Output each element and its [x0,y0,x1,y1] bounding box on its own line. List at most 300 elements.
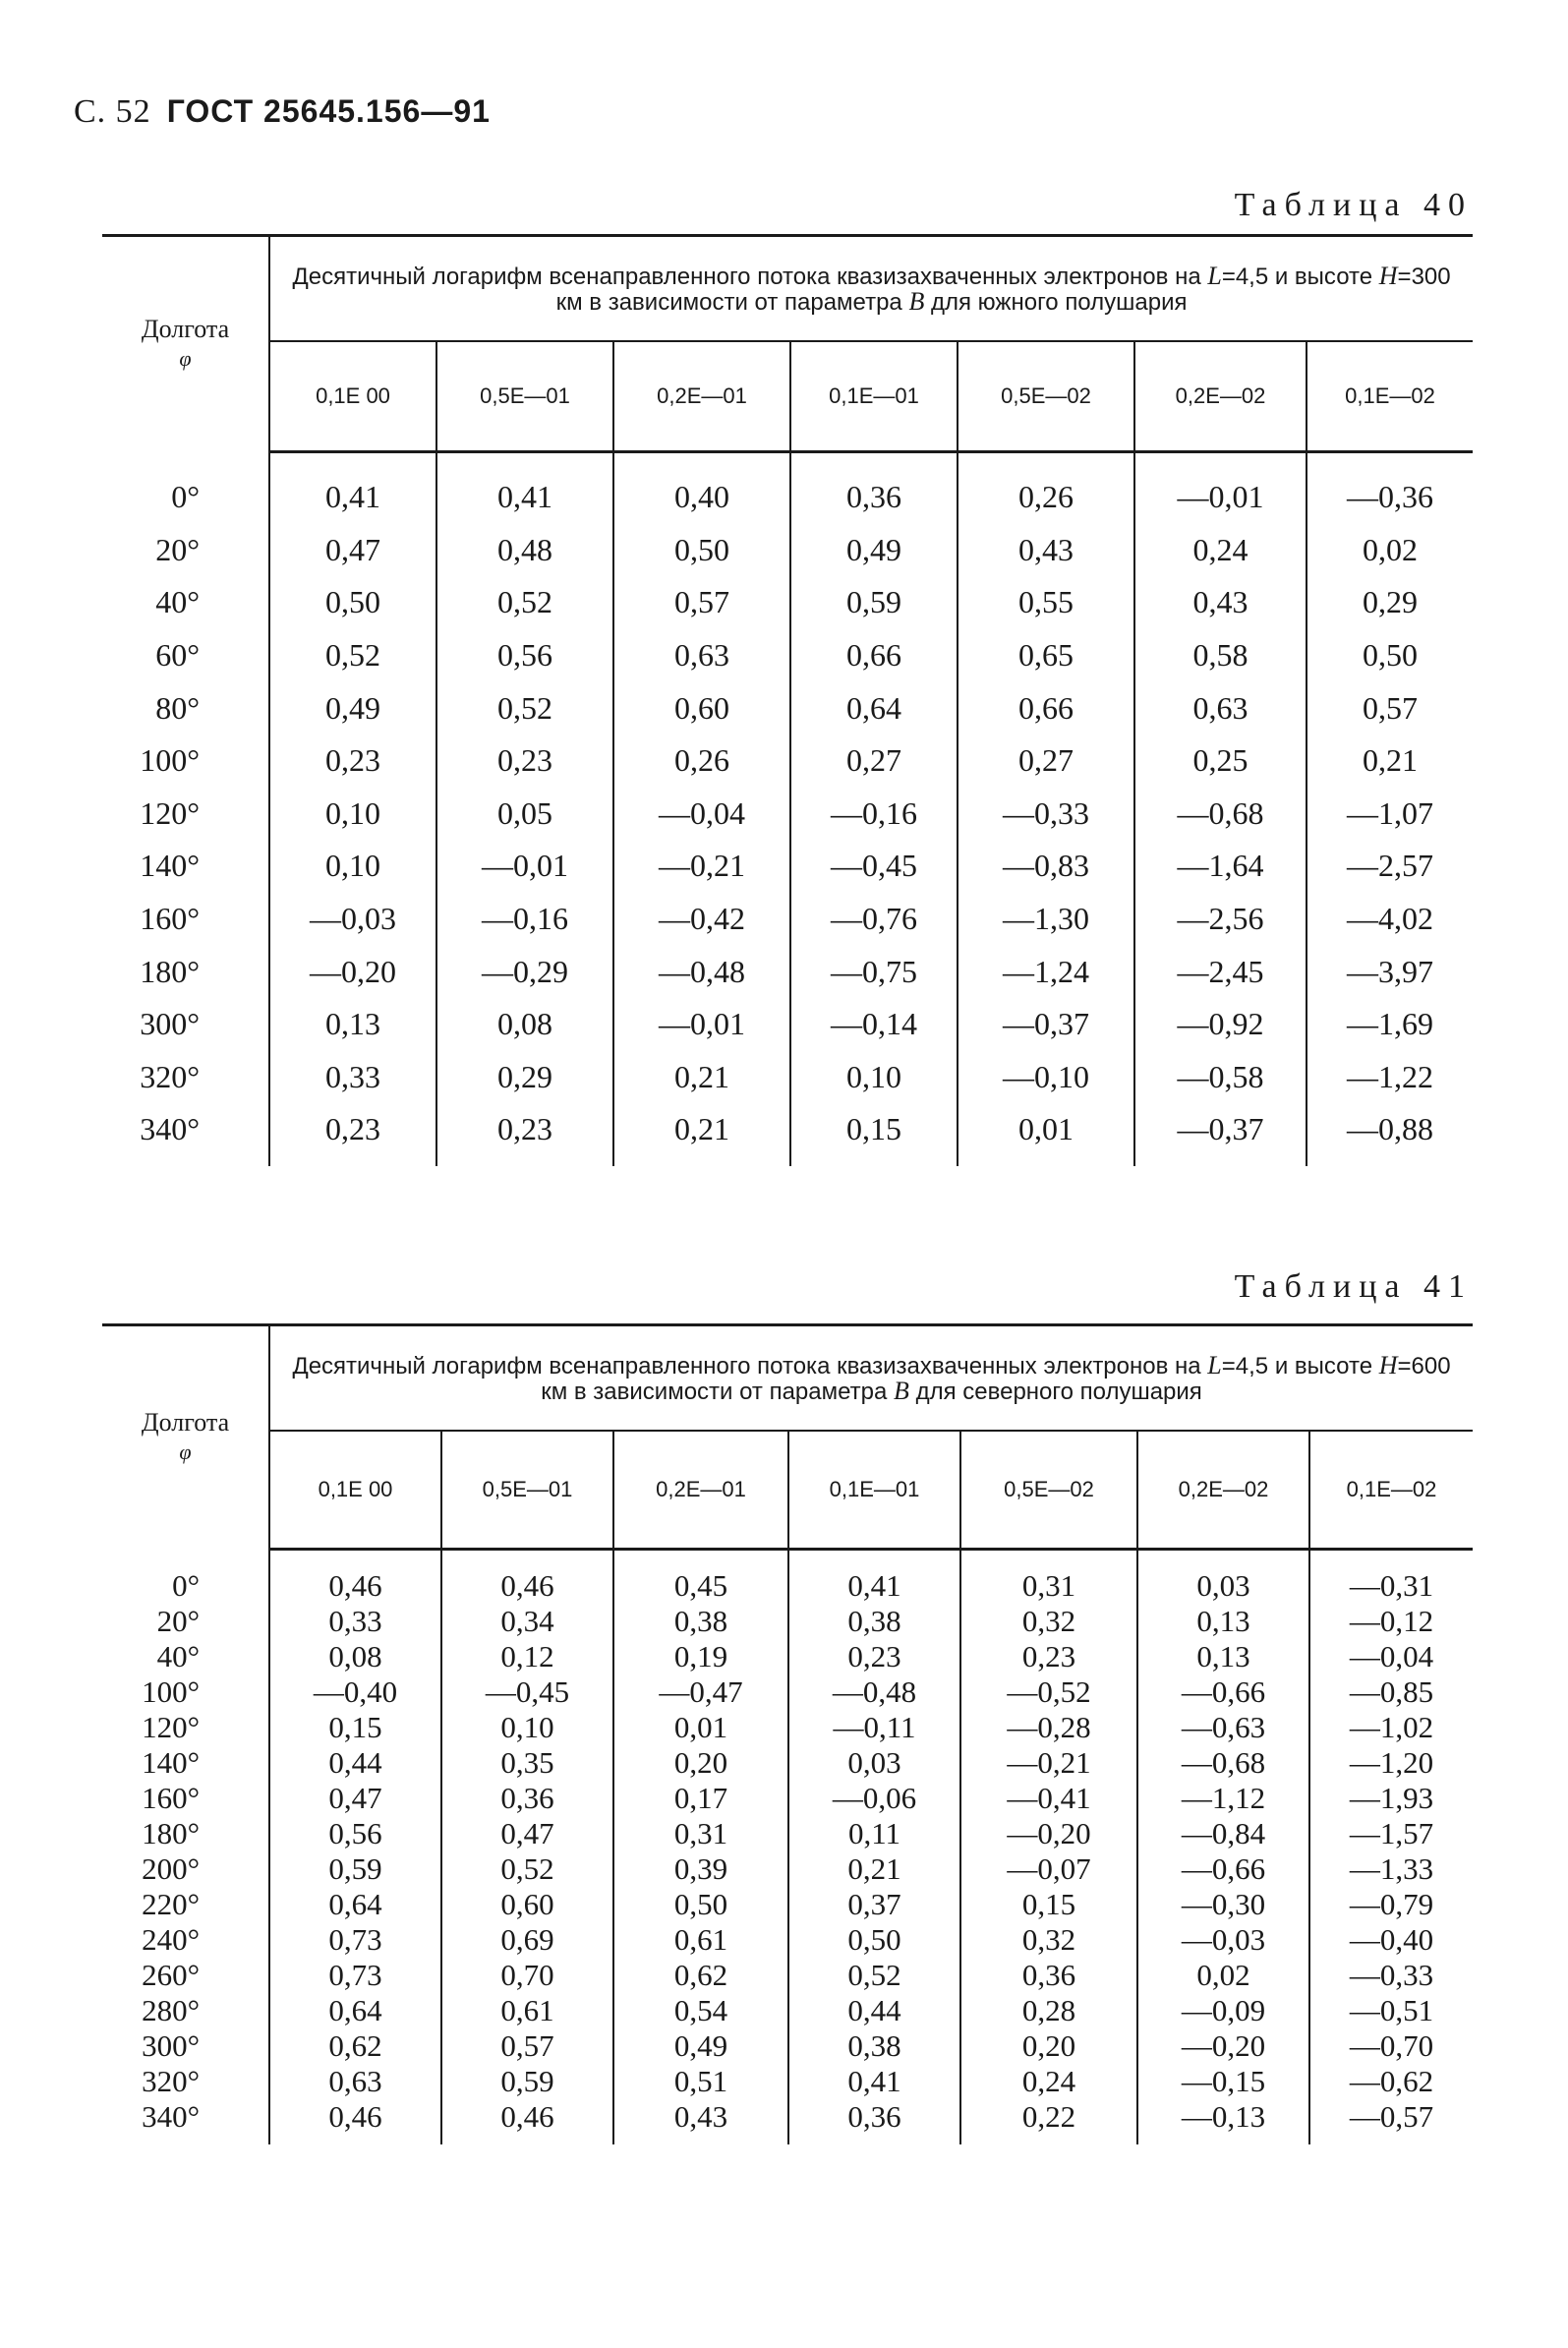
value-cell: —1,22 [1307,1051,1473,1104]
spacer-cell [790,452,958,472]
value-cell: 0,47 [269,1781,441,1816]
table-row [102,1816,1473,1851]
longitude-cell: 280° [142,1993,200,2027]
value-cell: 0,21 [1307,734,1473,788]
value-cell: 0,50 [1307,629,1473,682]
value-cell: —0,01 [1134,471,1307,524]
value-cell: 0,58 [1134,629,1307,682]
longitude-header [102,1325,269,1550]
value-cell: 0,59 [790,576,958,629]
longitude-cell: 160° [142,1781,200,1815]
spacer-cell [441,1550,613,1569]
table-row [102,734,1473,788]
value-cell: —0,85 [1309,1674,1473,1710]
longitude-cell: 340° [140,1111,200,1147]
spacer-cell [790,1156,958,1166]
value-cell: —0,42 [613,893,790,946]
spacer-cell [613,452,790,472]
value-cell: 0,50 [269,576,436,629]
value-cell: 0,41 [788,2064,960,2099]
spacer-cell [958,452,1134,472]
table-row [102,1103,1473,1156]
table-row [102,1604,1473,1639]
value-cell: —0,16 [436,893,613,946]
table-row [102,681,1473,734]
value-cell: 0,31 [613,1816,788,1851]
value-cell: 0,24 [1134,524,1307,577]
table-row [102,2064,1473,2099]
value-cell: —0,01 [436,840,613,893]
value-cell: 0,60 [613,681,790,734]
longitude-cell: 180° [142,1816,200,1850]
value-cell: 0,33 [269,1604,441,1639]
value-cell: —0,83 [958,840,1134,893]
value-cell: —2,57 [1307,840,1473,893]
value-cell: 0,56 [436,629,613,682]
spacer-cell [102,452,269,472]
param-header: 0,1E—01 [790,341,958,452]
longitude-cell: 340° [142,2099,200,2134]
description-text-2: =4,5 и высоте [1221,1352,1379,1379]
value-cell: —1,20 [1309,1745,1473,1781]
value-cell: 0,66 [790,629,958,682]
value-cell: 0,15 [269,1710,441,1745]
value-cell: 0,46 [269,1568,441,1604]
value-cell: —0,12 [1309,1604,1473,1639]
value-cell: 0,23 [960,1639,1137,1674]
table-row [102,1568,1473,1604]
value-cell: 0,55 [958,576,1134,629]
spacer-cell [436,452,613,472]
value-cell: —0,79 [1309,1887,1473,1922]
value-cell: —1,93 [1309,1781,1473,1816]
table-row [102,1993,1473,2028]
value-cell: 0,73 [269,1958,441,1993]
longitude-cell: 100° [142,1674,200,1709]
value-cell: 0,24 [960,2064,1137,2099]
value-cell: —1,30 [958,893,1134,946]
value-cell: 0,45 [613,1568,788,1604]
value-cell: —2,56 [1134,893,1307,946]
longitude-cell: 20° [155,531,200,567]
param-header-row [102,1431,1473,1550]
value-cell: 0,10 [790,1051,958,1104]
value-cell: 0,47 [269,524,436,577]
H-symbol: H [1378,261,1398,290]
value-cell: 0,59 [269,1851,441,1887]
value-cell: 0,13 [269,998,436,1051]
param-header: 0,1E—02 [1309,1431,1473,1550]
value-cell: 0,17 [613,1781,788,1816]
longitude-header-label: Долгота [141,1408,230,1438]
value-cell: 0,32 [960,1922,1137,1958]
value-cell: 0,01 [613,1710,788,1745]
param-header: 0,5E—01 [436,341,613,452]
value-cell: —0,41 [960,1781,1137,1816]
value-cell: —0,66 [1137,1674,1309,1710]
table-row [102,1710,1473,1745]
spacer-cell [613,1156,790,1166]
spacer-cell [436,1156,613,1166]
value-cell: 0,23 [269,1103,436,1156]
value-cell: 0,49 [269,681,436,734]
description-text-1: Десятичный логарифм всенаправленного потока квазизахваченных электронов на [292,263,1208,290]
value-cell: —0,20 [269,945,436,998]
spacer-cell [1134,452,1307,472]
value-cell: 0,52 [436,576,613,629]
value-cell: 0,36 [441,1781,613,1816]
longitude-cell: 260° [142,1958,200,1992]
description-text-3: =600 км в зависимости от параметра [541,1352,1451,1405]
value-cell: 0,64 [269,1887,441,1922]
spacer-cell [269,2135,441,2144]
value-cell: 0,43 [1134,576,1307,629]
value-cell: —0,75 [790,945,958,998]
longitude-cell: 300° [142,2028,200,2063]
value-cell: —0,21 [613,840,790,893]
value-cell: 0,22 [960,2099,1137,2135]
table-row [102,1958,1473,1993]
value-cell: 0,48 [436,524,613,577]
param-header: 0,2E—01 [613,1431,788,1550]
value-cell: —0,66 [1137,1851,1309,1887]
value-cell: 0,13 [1137,1639,1309,1674]
value-cell: 0,20 [960,2028,1137,2064]
value-cell: 0,43 [958,524,1134,577]
value-cell: —1,69 [1307,998,1473,1051]
table-row [102,2028,1473,2064]
value-cell: —0,48 [788,1674,960,1710]
param-header: 0,2E—02 [1137,1431,1309,1550]
longitude-header [102,236,269,452]
value-cell: —0,03 [269,893,436,946]
value-cell: —0,37 [1134,1103,1307,1156]
value-cell: 0,64 [269,1993,441,2028]
value-cell: 0,50 [613,524,790,577]
value-cell: 0,50 [613,1887,788,1922]
spacer-cell [441,2135,613,2144]
value-cell: 0,61 [441,1993,613,2028]
value-cell: —0,37 [958,998,1134,1051]
value-cell: 0,21 [613,1051,790,1104]
value-cell: 0,64 [790,681,958,734]
value-cell: 0,44 [269,1745,441,1781]
longitude-cell: 160° [140,901,200,937]
value-cell: —0,58 [1134,1051,1307,1104]
value-cell: 0,46 [269,2099,441,2135]
value-cell: 0,61 [613,1922,788,1958]
value-cell: —0,06 [788,1781,960,1816]
value-cell: 0,46 [441,2099,613,2135]
value-cell: —0,07 [960,1851,1137,1887]
spacer-cell [613,1550,788,1569]
value-cell: 0,44 [788,1993,960,2028]
longitude-cell: 240° [142,1922,200,1957]
value-cell: 0,21 [613,1103,790,1156]
value-cell: —0,13 [1137,2099,1309,2135]
value-cell: 0,49 [790,524,958,577]
page-header [74,93,491,131]
spacer-cell [1134,1156,1307,1166]
longitude-cell: 60° [155,637,200,674]
spacer-cell [269,452,436,472]
spacer-cell [269,1156,436,1166]
value-cell: 0,11 [788,1816,960,1851]
param-header: 0,1E—02 [1307,341,1473,452]
spacer-cell [102,1156,269,1166]
spacer-cell [1309,2135,1473,2144]
value-cell: 0,33 [269,1051,436,1104]
longitude-cell: 320° [142,2064,200,2098]
value-cell: 0,41 [788,1568,960,1604]
value-cell: —0,36 [1307,471,1473,524]
value-cell: —0,04 [1309,1639,1473,1674]
table-row [102,1851,1473,1887]
value-cell: —0,33 [1309,1958,1473,1993]
spacer-cell [1137,2135,1309,2144]
value-cell: 0,10 [269,840,436,893]
value-cell: 0,62 [269,2028,441,2064]
table-40-caption: Таблица 40 [1234,187,1473,223]
B-symbol: B [894,1376,909,1405]
value-cell: —0,70 [1309,2028,1473,2064]
table-row [102,1887,1473,1922]
param-header: 0,1E 00 [269,341,436,452]
value-cell: 0,49 [613,2028,788,2064]
value-cell: —1,64 [1134,840,1307,893]
longitude-cell: 80° [155,689,200,726]
longitude-cell: 140° [140,848,200,884]
value-cell: 0,38 [788,2028,960,2064]
value-cell: 0,36 [790,471,958,524]
value-cell: —0,15 [1137,2064,1309,2099]
value-cell: 0,57 [613,576,790,629]
value-cell: 0,23 [269,734,436,788]
longitude-cell: 140° [142,1745,200,1780]
table-row [102,576,1473,629]
table-41 [102,1323,1473,2144]
table-row [102,1674,1473,1710]
param-header: 0,2E—02 [1134,341,1307,452]
table-row [102,629,1473,682]
value-cell: 0,01 [958,1103,1134,1156]
table-row [102,840,1473,893]
value-cell: 0,41 [436,471,613,524]
longitude-cell: 0° [172,1568,200,1603]
standard-code: ГОСТ 25645.156—91 [166,93,491,129]
value-cell: 0,23 [436,1103,613,1156]
value-cell: 0,23 [436,734,613,788]
table-row [102,2099,1473,2135]
value-cell: 0,03 [1137,1568,1309,1604]
table-row [102,1922,1473,1958]
table-41-body [102,1550,1473,2145]
spacer-cell [958,1156,1134,1166]
spacer-cell [788,1550,960,1569]
value-cell: —0,03 [1137,1922,1309,1958]
value-cell: 0,25 [1134,734,1307,788]
value-cell: —1,07 [1307,788,1473,841]
value-cell: —0,47 [613,1674,788,1710]
value-cell: 0,13 [1137,1604,1309,1639]
value-cell: 0,37 [788,1887,960,1922]
value-cell: 0,51 [613,2064,788,2099]
table-40-description [269,236,1473,342]
value-cell: 0,40 [613,471,790,524]
value-cell: —0,14 [790,998,958,1051]
value-cell: —0,84 [1137,1816,1309,1851]
longitude-cell: 100° [140,742,200,779]
value-cell: —1,24 [958,945,1134,998]
value-cell: 0,32 [960,1604,1137,1639]
table-row [102,998,1473,1051]
value-cell: 0,31 [960,1568,1137,1604]
value-cell: 0,69 [441,1922,613,1958]
value-cell: —0,01 [613,998,790,1051]
table-row [102,471,1473,524]
longitude-cell: 120° [140,794,200,831]
param-header: 0,1E—01 [788,1431,960,1550]
spacer-cell [1309,1550,1473,1569]
value-cell: 0,08 [436,998,613,1051]
table-row [102,1781,1473,1816]
table-row [102,1051,1473,1104]
value-cell: 0,52 [788,1958,960,1993]
value-cell: 0,15 [790,1103,958,1156]
value-cell: 0,66 [958,681,1134,734]
value-cell: 0,63 [269,2064,441,2099]
value-cell: 0,27 [958,734,1134,788]
table-row [102,524,1473,577]
value-cell: 0,36 [960,1958,1137,1993]
spacer-cell [1307,452,1473,472]
value-cell: —0,51 [1309,1993,1473,2028]
spacer-cell [1307,1156,1473,1166]
value-cell: —0,30 [1137,1887,1309,1922]
value-cell: 0,63 [613,629,790,682]
value-cell: 0,62 [613,1958,788,1993]
value-cell: 0,41 [269,471,436,524]
value-cell: —0,52 [960,1674,1137,1710]
value-cell: 0,70 [441,1958,613,1993]
table-40 [102,234,1473,1166]
value-cell: —0,62 [1309,2064,1473,2099]
longitude-cell: 120° [142,1710,200,1744]
value-cell: 0,35 [441,1745,613,1781]
value-cell: —0,68 [1137,1745,1309,1781]
value-cell: 0,19 [613,1639,788,1674]
value-cell: 0,20 [613,1745,788,1781]
value-cell: —0,21 [960,1745,1137,1781]
param-header: 0,5E—01 [441,1431,613,1550]
value-cell: 0,34 [441,1604,613,1639]
value-cell: 0,56 [269,1816,441,1851]
value-cell: —1,12 [1137,1781,1309,1816]
longitude-header-label: Долгота [141,315,230,344]
value-cell: —0,45 [441,1674,613,1710]
longitude-cell: 220° [142,1887,200,1921]
spacer-cell [788,2135,960,2144]
value-cell: —0,92 [1134,998,1307,1051]
value-cell: 0,57 [1307,681,1473,734]
param-header: 0,2E—01 [613,341,790,452]
value-cell: —0,20 [960,1816,1137,1851]
value-cell: —0,68 [1134,788,1307,841]
value-cell: 0,50 [788,1922,960,1958]
spacer-cell [960,2135,1137,2144]
value-cell: 0,26 [613,734,790,788]
value-cell: —0,29 [436,945,613,998]
value-cell: 0,03 [788,1745,960,1781]
L-symbol: L [1207,1350,1222,1379]
value-cell: —0,28 [960,1710,1137,1745]
longitude-cell: 40° [156,1639,200,1673]
value-cell: 0,02 [1137,1958,1309,1993]
value-cell: 0,36 [788,2099,960,2135]
value-cell: —0,45 [790,840,958,893]
value-cell: 0,65 [958,629,1134,682]
phi-symbol: φ [179,1439,192,1465]
value-cell: 0,21 [788,1851,960,1887]
phi-symbol: φ [179,346,192,372]
value-cell: 0,15 [960,1887,1137,1922]
value-cell: 0,38 [788,1604,960,1639]
spacer-cell [1137,1550,1309,1569]
value-cell: 0,28 [960,1993,1137,2028]
param-header: 0,1E 00 [269,1431,441,1550]
value-cell: —2,45 [1134,945,1307,998]
value-cell: 0,10 [269,788,436,841]
spacer-cell [960,1550,1137,1569]
value-cell: 0,23 [788,1639,960,1674]
H-symbol: H [1378,1350,1398,1379]
longitude-cell: 180° [140,953,200,989]
value-cell: —4,02 [1307,893,1473,946]
value-cell: —1,02 [1309,1710,1473,1745]
value-cell: 0,29 [1307,576,1473,629]
value-cell: —0,40 [269,1674,441,1710]
value-cell: —1,33 [1309,1851,1473,1887]
param-header: 0,5E—02 [960,1431,1137,1550]
value-cell: —0,57 [1309,2099,1473,2135]
value-cell: —3,97 [1307,945,1473,998]
L-symbol: L [1207,261,1222,290]
longitude-cell: 300° [140,1006,200,1042]
value-cell: 0,46 [441,1568,613,1604]
value-cell: —0,33 [958,788,1134,841]
value-cell: 0,52 [436,681,613,734]
value-cell: —0,76 [790,893,958,946]
table-row [102,788,1473,841]
value-cell: 0,47 [441,1816,613,1851]
param-header: 0,5E—02 [958,341,1134,452]
description-text-2: =4,5 и высоте [1221,263,1379,290]
value-cell: 0,59 [441,2064,613,2099]
table-row [102,945,1473,998]
table-41-description [269,1325,1473,1432]
page-number: С. 52 [74,93,151,130]
value-cell: 0,10 [441,1710,613,1745]
longitude-cell: 320° [140,1058,200,1094]
value-cell: 0,27 [790,734,958,788]
value-cell: 0,73 [269,1922,441,1958]
value-cell: —1,57 [1309,1816,1473,1851]
value-cell: —0,48 [613,945,790,998]
spacer-cell [102,2135,269,2144]
value-cell: —0,20 [1137,2028,1309,2064]
table-41-caption: Таблица 41 [1234,1268,1473,1305]
param-header-row [102,341,1473,452]
